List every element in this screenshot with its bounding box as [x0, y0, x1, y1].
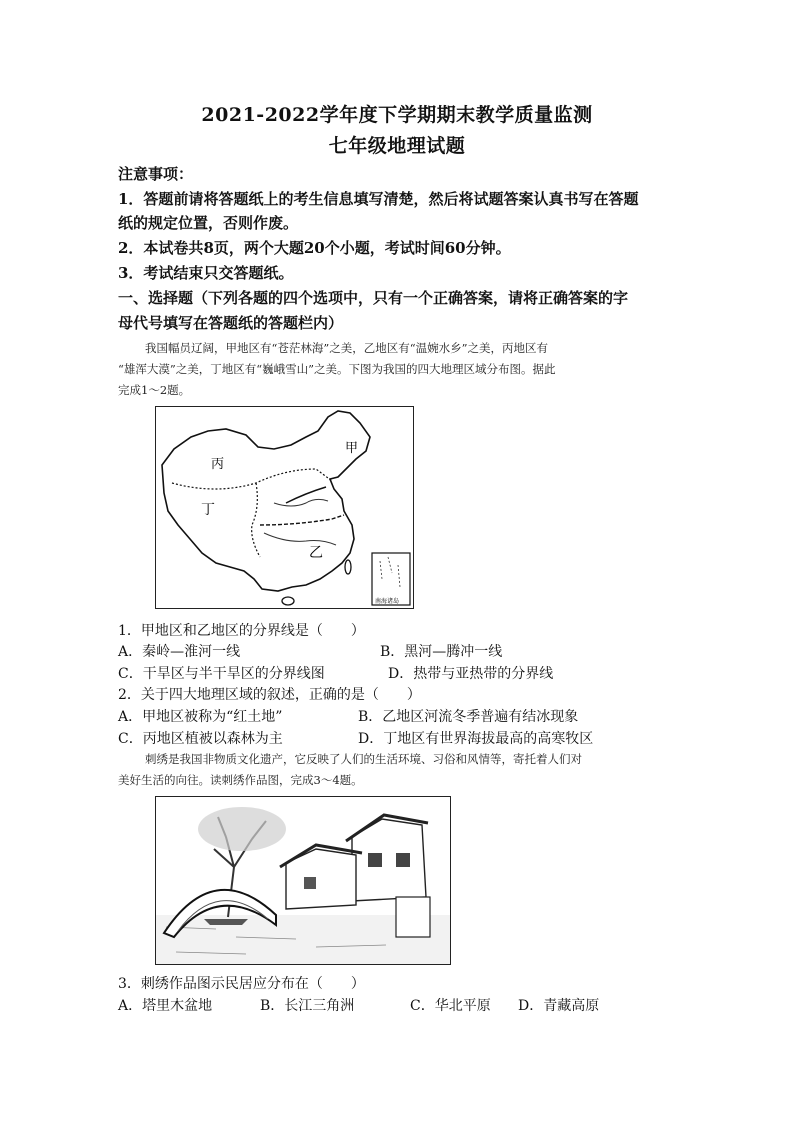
title-line-1: 2021-2022学年度下学期期末教学质量监测 — [201, 104, 593, 126]
intro-2-line-2: 美好生活的向往。读刺绣作品图，完成3～4题。 — [118, 773, 363, 787]
notice-heading: 注意事项： — [118, 165, 194, 183]
intro-1-line-2: “雄浑大漠”之美，丁地区有“巍峨雪山”之美。下图为我国的四大地理区域分布图。据此 — [118, 362, 556, 376]
intro-1-line-1: 我国幅员辽阔，甲地区有“苍茫林海”之美，乙地区有“温婉水乡”之美，丙地区有 — [145, 341, 549, 355]
q3-option-d: D．青藏高原 — [518, 998, 600, 1014]
q3-option-b: B．长江三角洲 — [260, 998, 355, 1014]
intro-1-line-3: 完成1～2题。 — [118, 383, 191, 397]
china-outline-drawing — [156, 407, 413, 608]
q2-option-b: B．乙地区河流冬季普遍有结冰现象 — [358, 709, 579, 725]
q1-option-c: C．干旱区与半干旱区的分界线图 — [118, 666, 325, 682]
china-border — [162, 411, 370, 591]
notice-item-1-line-1: 1．答题前请将答题纸上的考生信息填写清楚，然后将试题答案认真书写在答题 — [118, 190, 639, 208]
tree-foliage — [198, 807, 286, 851]
label-ding: 丁 — [201, 503, 215, 518]
boat — [204, 919, 248, 925]
q2-option-c: C．丙地区植被以森林为主 — [118, 731, 283, 747]
title-line-2: 七年级地理试题 — [328, 135, 466, 157]
south-china-sea-inset — [372, 553, 410, 605]
q3-option-c: C．华北平原 — [410, 998, 491, 1014]
notice-item-3: 3．考试结束只交答题纸。 — [118, 264, 294, 282]
house-window-3 — [304, 877, 316, 889]
intro-2-line-1: 刺绣是我国非物质文化遗产，它反映了人们的生活环境、习俗和风情等，寄托着人们对 — [145, 752, 582, 766]
label-jia: 甲 — [345, 440, 359, 455]
taiwan-island — [345, 560, 351, 574]
label-bing: 丙 — [211, 456, 225, 471]
great-wall-line — [286, 487, 326, 503]
boundary-north-west — [172, 469, 332, 489]
inset-caption: 南海诸岛 — [375, 599, 400, 605]
hainan-island — [282, 597, 294, 605]
q1-option-d: D．热带与亚热带的分界线 — [388, 666, 554, 682]
house-window-2 — [396, 853, 410, 867]
label-yi: 乙 — [309, 546, 323, 561]
notice-item-1-line-2: 纸的规定位置，否则作废。 — [118, 214, 299, 232]
q3-option-a: A．塔里木盆地 — [118, 998, 213, 1014]
water-town-drawing — [156, 797, 450, 964]
section-heading-line-2: 母代号填写在答题纸的答题栏内） — [118, 314, 344, 332]
q3-stem: 3．刺绣作品图示民居应分布在（ ） — [118, 976, 365, 992]
q2-option-d: D．丁地区有世界海拔最高的高寒牧区 — [358, 731, 594, 747]
boundary-qinghai-tibet — [252, 483, 260, 557]
notice-item-2: 2．本试卷共8页，两个大题20个小题，考试时间60分钟。 — [118, 239, 511, 257]
section-heading-line-1: 一、选择题（下列各题的四个选项中，只有一个正确答案，请将正确答案的字 — [118, 289, 629, 307]
house-window-1 — [368, 853, 382, 867]
q2-option-a: A．甲地区被称为“红土地” — [118, 709, 283, 725]
boundary-qinling-huaihe — [260, 515, 344, 525]
house-main — [352, 819, 426, 901]
china-regions-map — [155, 406, 414, 609]
yangtze-river — [264, 533, 336, 545]
q1-option-a: A．秦岭—淮河一线 — [118, 644, 241, 660]
q1-stem: 1．甲地区和乙地区的分界线是（ ） — [118, 623, 365, 639]
q1-option-b: B．黑河—腾冲一线 — [380, 644, 503, 660]
q2-stem: 2．关于四大地理区域的叙述，正确的是（ ） — [118, 687, 421, 703]
house-wall-lower — [396, 897, 430, 937]
yellow-river — [274, 499, 328, 506]
embroidery-picture — [155, 796, 451, 965]
